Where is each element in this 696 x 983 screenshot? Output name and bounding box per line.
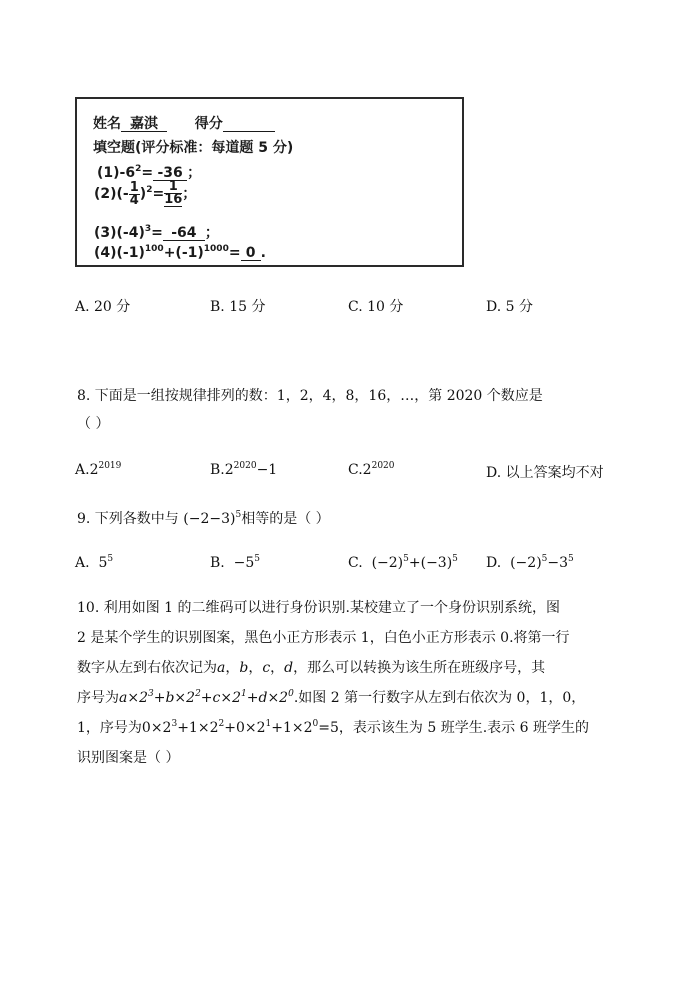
card-q3: $(3)(-4)^3= -64$ ；	[94, 224, 219, 241]
score-blank	[223, 117, 275, 132]
q10-line-1: 10. 利用如图 1 的二维码可以进行身份识别.某校建立了一个身份识别系统，图	[77, 600, 560, 616]
q10-line-5: 1，序号为$0\times 2^3+1\times 2^2+0\times 2^1+1\times 2^0=5$，表示该生为 5 班学生.表示 6 班学生的	[77, 719, 589, 736]
q8-text: 8. 下面是一组按规律排列的数：1，2，4，8，16，…，第 2020 个数应是	[77, 388, 543, 404]
q7-option-d[interactable]: D. 5 分	[486, 299, 533, 315]
q10-line-3: 数字从左到右依次记为a，b，c，d，那么可以转换为该生所在班级序号，其	[77, 660, 546, 676]
q8-paren: （ ）	[77, 416, 110, 432]
q9-option-c[interactable]: C. $(-2)^5+(-3)^5$	[348, 554, 458, 571]
q2-fraction: $\frac{1}{4}$	[129, 179, 139, 208]
q10-example: $0\times 2^3+1\times 2^2+0\times 2^1+1\times 2^0=5$	[141, 719, 339, 736]
section-title: 填空题(评分标准：每道题 5 分)	[93, 140, 294, 156]
q9-option-b[interactable]: B. $-5^5$	[210, 554, 261, 571]
q9-text: 9. 下列各数中与 $(-2-3)^5$相等的是（ ）	[77, 510, 330, 527]
q9-option-a[interactable]: A. $5^5$	[75, 554, 114, 571]
card-name-row	[93, 113, 275, 133]
q1-answer: -36	[153, 166, 187, 181]
q10-line-2: 2 是某个学生的识别图案，黑色小正方形表示 1，白色小正方形表示 0.将第一行	[77, 630, 570, 646]
score-label: 得分	[194, 116, 223, 132]
q9-option-d[interactable]: D. $(-2)^5-3^5$	[486, 554, 574, 571]
q10-line-4: 序号为$a\times 2^3+b\times 2^2+c\times 2^1+d\times 2^0$.如图 2 第一行数字从左到右依次为 0，1，0，	[77, 689, 586, 706]
q8-option-b[interactable]: $B.2^{2020}-1$	[210, 461, 278, 478]
q7-option-c[interactable]: C. 10 分	[348, 299, 404, 315]
q3-answer: -64	[163, 226, 205, 241]
card-q2: (2)(- $\frac{1}{4}$ )$^2$= $\frac{1}{16}$ ；	[94, 179, 197, 208]
q7-option-b[interactable]: B. 15 分	[210, 299, 266, 315]
card-q4: $(4)(-1)^{100}+(-1)^{1000}= 0$ .	[94, 244, 266, 261]
q2-answer: $\frac{1}{16}$	[164, 179, 183, 207]
q8-option-c[interactable]: $C.2^{2020}$	[348, 461, 395, 478]
q9-expression: (−2−3)	[183, 511, 236, 527]
q10-line-6: 识别图案是（ ）	[77, 750, 180, 766]
name-label: 姓名	[93, 116, 121, 132]
answer-card-image	[75, 97, 464, 267]
q7-option-a[interactable]: A. 20 分	[75, 299, 131, 315]
q8-option-a[interactable]: $A.2^{2019}$	[75, 461, 122, 478]
q10-formula: $a\times 2^3+b\times 2^2+c\times 2^1+d\times 2^0$	[119, 689, 294, 706]
q8-option-d[interactable]: D. 以上答案均不对	[486, 465, 604, 481]
q4-answer: 0	[241, 246, 261, 261]
card-q1: $(1)-6^2= -36$ ；	[97, 164, 202, 181]
name-value: 嘉淇	[121, 117, 167, 132]
